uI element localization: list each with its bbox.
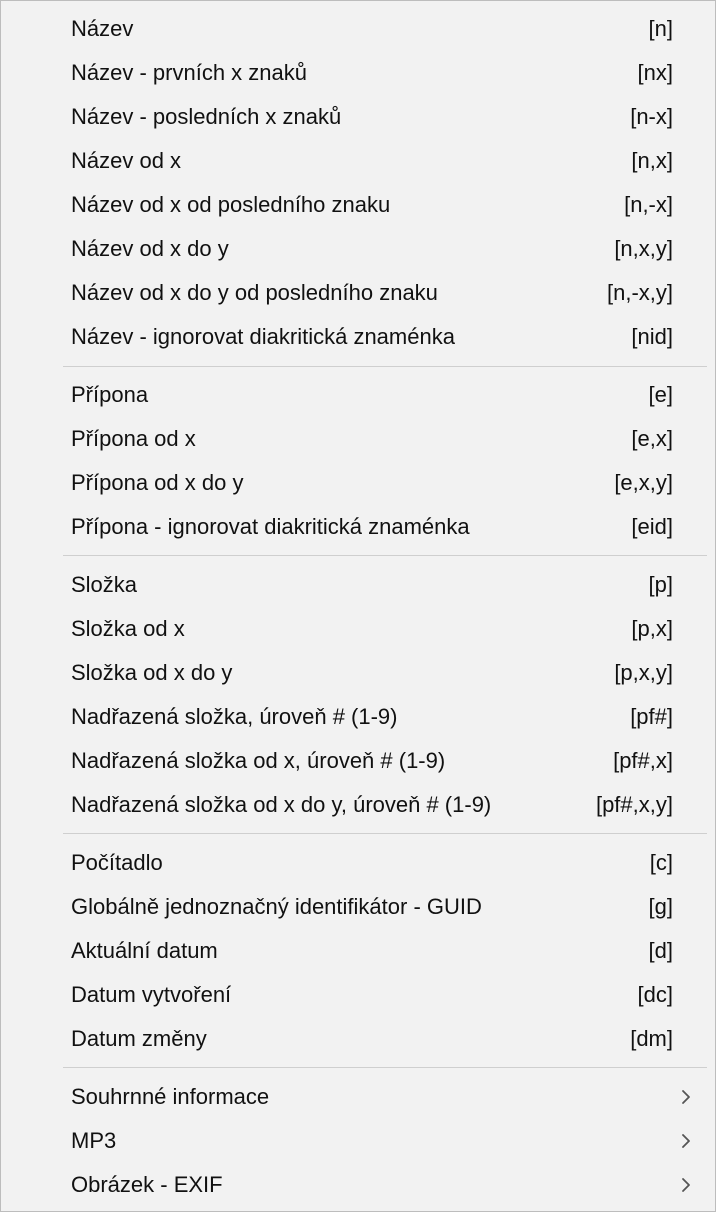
menu-item-label: Název - prvních x znaků [71, 60, 307, 85]
menu-item-label: Název od x od posledního znaku [71, 192, 391, 217]
menu-item-shortcut: [nid] [631, 324, 673, 349]
menu-item-shortcut: [n,-x,y] [606, 280, 673, 305]
chevron-right-icon [679, 1131, 693, 1151]
menu-item-nazev-prvnich-x-znaku[interactable] [1, 51, 715, 95]
menu-item-label: Počítadlo [71, 850, 163, 875]
menu-item-nazev-od-x[interactable] [1, 139, 715, 183]
menu-item-shortcut: [pf#] [630, 704, 673, 729]
menu-item-shortcut: [e] [648, 382, 673, 407]
menu-item-shortcut: [dc] [637, 982, 673, 1007]
menu-separator-2 [63, 555, 707, 556]
menu-item-shortcut: [p,x] [631, 616, 673, 641]
menu-item-label: Složka od x do y [71, 660, 233, 685]
menu-item-pocitadlo[interactable] [1, 841, 715, 885]
menu-item-shortcut: [p] [648, 572, 673, 597]
menu-item-label: Přípona od x do y [71, 470, 244, 495]
menu-item-nazev-od-x-do-y-od-posledniho-znaku[interactable] [1, 271, 715, 315]
menu-item-pripona-od-x[interactable] [1, 417, 715, 461]
menu-item-label: Název od x do y od posledního znaku [71, 280, 438, 305]
menu-item-label: Název od x [71, 148, 182, 173]
menu-separator-1 [63, 366, 707, 367]
menu-item-datum-zmeny[interactable] [1, 1017, 715, 1061]
menu-item-label: Složka [71, 572, 138, 597]
menu-item-shortcut: [pf#,x] [613, 748, 673, 773]
menu-item-shortcut: [eid] [631, 514, 673, 539]
menu-item-shortcut: [n,x] [631, 148, 673, 173]
menu-item-mp3[interactable] [1, 1119, 715, 1163]
menu-item-label: Datum změny [71, 1026, 207, 1051]
menu-item-nazev-poslednich-x-znaku[interactable] [1, 95, 715, 139]
menu-item-label: Název - posledních x znaků [71, 104, 342, 129]
menu-item-shortcut: [g] [648, 894, 673, 919]
menu-item-pripona-ignorovat-diakriticka-znamenka[interactable] [1, 505, 715, 549]
menu-item-label: Nadřazená složka od x do y, úroveň # (1-9) [71, 792, 492, 817]
menu-item-label: Datum vytvoření [71, 982, 232, 1007]
menu-item-shortcut: [e,x,y] [614, 470, 673, 495]
menu-item-nazev[interactable] [1, 7, 715, 51]
menu-item-shortcut: [pf#,x,y] [595, 792, 673, 817]
menu-item-slozka[interactable] [1, 563, 715, 607]
menu-item-slozka-od-x-do-y[interactable] [1, 651, 715, 695]
menu-item-label: Nadřazená složka, úroveň # (1-9) [71, 704, 398, 729]
menu-item-aktualni-datum[interactable] [1, 929, 715, 973]
menu-item-shortcut: [p,x,y] [614, 660, 673, 685]
menu-item-shortcut: [e,x] [631, 426, 673, 451]
menu-item-nazev-od-x-do-y[interactable] [1, 227, 715, 271]
menu-item-label: Přípona [71, 382, 149, 407]
menu-item-label: Název od x do y [71, 236, 229, 261]
menu-item-shortcut: [n] [648, 16, 673, 41]
menu-item-label: Název [71, 16, 134, 41]
menu-item-guid[interactable] [1, 885, 715, 929]
menu-item-label: Složka od x [71, 616, 185, 641]
menu-separator-4 [63, 1067, 707, 1068]
menu-item-label: Nadřazená složka od x, úroveň # (1-9) [71, 748, 446, 773]
menu-item-label: Přípona od x [71, 426, 196, 451]
menu-item-label: MP3 [71, 1128, 117, 1153]
menu-item-obrazek-exif[interactable] [1, 1163, 715, 1207]
menu-item-shortcut: [n,x,y] [614, 236, 673, 261]
menu-item-shortcut: [n,-x] [624, 192, 673, 217]
menu-item-shortcut: [n-x] [630, 104, 673, 129]
menu-separator-3 [63, 833, 707, 834]
menu-item-label: Globálně jednoznačný identifikátor - GUID [71, 894, 482, 919]
chevron-right-icon [679, 1175, 693, 1195]
menu-item-nadrazena-slozka-od-x-uroven[interactable] [1, 739, 715, 783]
menu-item-slozka-od-x[interactable] [1, 607, 715, 651]
menu-item-label: Název - ignorovat diakritická znaménka [71, 324, 455, 349]
menu-item-pripona[interactable] [1, 373, 715, 417]
menu-item-datum-vytvoreni[interactable] [1, 973, 715, 1017]
menu-item-souhrnne-informace[interactable] [1, 1075, 715, 1119]
menu-item-label: Aktuální datum [71, 938, 218, 963]
menu-item-nazev-od-x-od-posledniho-znaku[interactable] [1, 183, 715, 227]
menu-item-nadrazena-slozka-uroven[interactable] [1, 695, 715, 739]
menu-item-shortcut: [dm] [630, 1026, 673, 1051]
menu-item-shortcut: [c] [649, 850, 673, 875]
menu-item-pripona-od-x-do-y[interactable] [1, 461, 715, 505]
menu-item-label: Obrázek - EXIF [71, 1172, 223, 1197]
chevron-right-icon [679, 1087, 693, 1107]
menu-item-shortcut: [nx] [637, 60, 673, 85]
menu-item-nadrazena-slozka-od-x-do-y-uroven[interactable] [1, 783, 715, 827]
menu-item-shortcut: [d] [648, 938, 673, 963]
menu-item-label: Přípona - ignorovat diakritická znaménka [71, 514, 470, 539]
menu-item-label: Souhrnné informace [71, 1084, 270, 1109]
menu-item-nazev-ignorovat-diakriticka-znamenka[interactable] [1, 315, 715, 359]
